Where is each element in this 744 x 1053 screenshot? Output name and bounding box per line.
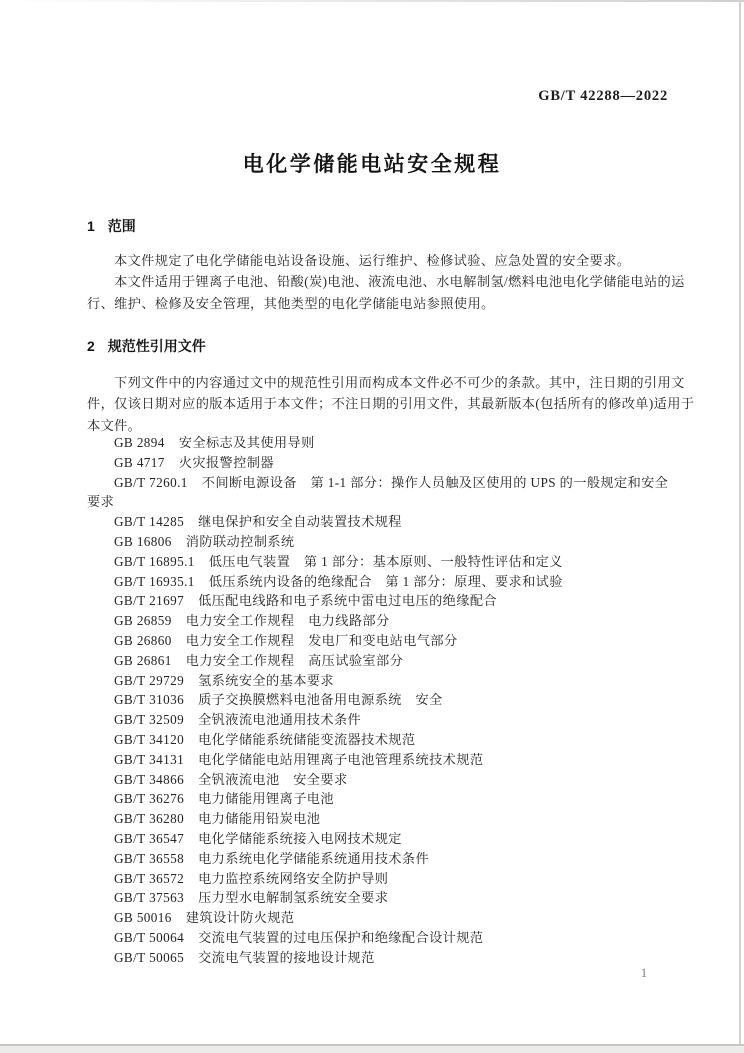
reference-item (87, 512, 677, 532)
reference-item (87, 591, 677, 611)
section-1-title: 范围 (107, 218, 136, 234)
reference-item (87, 631, 677, 651)
reference-title: 电力储能用锂离子电池 (198, 791, 334, 807)
reference-title: 不间断电源设备 第 1-1 部分：操作人员触及区使用的 UPS 的一般规定和安全 (201, 474, 669, 490)
reference-item (87, 789, 677, 809)
reference-title: 电力安全工作规程 高压试验室部分 (185, 652, 404, 668)
reference-title: 压力型水电解制氢系统安全要求 (198, 890, 389, 906)
reference-item (87, 651, 677, 671)
reference-item (87, 433, 677, 453)
reference-title: 氢系统安全的基本要求 (198, 672, 334, 688)
reference-code: GB 26860 (114, 632, 172, 648)
reference-title: 火灾报警控制器 (178, 454, 274, 470)
scan-edge-top (0, 0, 744, 2)
reference-item (87, 888, 677, 908)
reference-code: GB/T 37563 (114, 890, 185, 906)
reference-code: GB/T 50065 (114, 949, 185, 965)
reference-title: 交流电气装置的过电压保护和绝缘配合设计规范 (198, 929, 484, 945)
reference-code: GB/T 29729 (114, 672, 185, 688)
reference-item (87, 532, 677, 552)
section-2-number: 2 (87, 338, 95, 354)
reference-title: 低压电气装置 第 1 部分：基本原则、一般特性评估和定义 (208, 553, 563, 569)
references-list (87, 433, 677, 968)
reference-item (87, 849, 677, 869)
scan-edge-bottom-band (0, 1046, 744, 1053)
references-intro-line: 件，仅该日期对应的版本适用于本文件；不注日期的引用文件，其最新版本(包括所有的修改单)适用于 (87, 396, 695, 412)
reference-item (87, 473, 677, 493)
reference-code: GB 26861 (114, 652, 172, 668)
reference-code: GB/T 36280 (114, 811, 185, 827)
reference-item (87, 453, 677, 473)
reference-title: 质子交换膜燃料电池备用电源系统 安全 (198, 692, 443, 708)
reference-code: GB/T 16895.1 (114, 553, 195, 569)
reference-title: 电力储能用铅炭电池 (198, 811, 321, 827)
reference-code: GB 16806 (114, 533, 172, 549)
reference-title: 低压系统内设备的绝缘配合 第 1 部分：原理、要求和试验 (208, 573, 563, 589)
section-2-heading (87, 336, 206, 356)
reference-code: GB/T 36572 (114, 870, 185, 886)
reference-item (87, 750, 677, 770)
page-number: 1 (640, 966, 648, 980)
reference-item (87, 948, 677, 968)
reference-code: GB/T 7260.1 (114, 474, 188, 490)
reference-code: GB 26859 (114, 613, 172, 629)
scope-paragraph-line: 行、维护、检修及安全管理，其他类型的电化学储能电站参照使用。 (87, 295, 495, 311)
references-intro-line: 下列文件中的内容通过文中的规范性引用而构成本文件必不可少的条款。其中，注日期的引用文 (114, 375, 685, 390)
scope-paragraphs (87, 250, 685, 314)
reference-code: GB/T 34131 (114, 751, 185, 767)
scope-paragraph-line: 本文件适用于锂离子电池、铅酸(炭)电池、液流电池、水电解制氢/燃料电池电化学储能电站的运 (114, 274, 685, 290)
section-1-heading (87, 216, 136, 236)
reference-title: 电化学储能电站用锂离子电池管理系统技术规范 (198, 751, 484, 767)
references-intro-paragraph (87, 372, 695, 436)
standard-code: GB/T 42288—2022 (538, 88, 668, 104)
reference-title: 消防联动控制系统 (185, 533, 295, 549)
reference-title: 交流电气装置的接地设计规范 (198, 949, 375, 965)
reference-title: 要求 (87, 494, 115, 510)
reference-item (87, 809, 677, 829)
reference-title: 安全标志及其使用导则 (178, 435, 315, 450)
reference-code: GB/T 32509 (114, 712, 185, 728)
reference-item (87, 492, 677, 512)
reference-item (87, 552, 677, 572)
reference-title: 电力监控系统网络安全防护导则 (198, 870, 389, 886)
reference-code: GB/T 36547 (114, 830, 185, 846)
reference-item (87, 829, 677, 849)
reference-item (87, 671, 677, 691)
reference-code: GB/T 34866 (114, 771, 185, 787)
reference-title: 电力安全工作规程 电力线路部分 (185, 613, 390, 629)
reference-code: GB/T 31036 (114, 692, 185, 708)
reference-code: GB/T 50064 (114, 929, 185, 945)
scope-paragraph-line: 本文件规定了电化学储能电站设备设施、运行维护、检修试验、应急处置的安全要求。 (114, 253, 631, 268)
references-intro-line: 本文件。 (87, 417, 142, 433)
reference-item (87, 770, 677, 790)
reference-item (87, 611, 677, 631)
reference-item (87, 928, 677, 948)
reference-code: GB/T 36276 (114, 791, 185, 807)
reference-code: GB 50016 (114, 910, 172, 926)
reference-code: GB 2894 (114, 435, 165, 450)
reference-item (87, 908, 677, 928)
reference-item (87, 730, 677, 750)
reference-code: GB/T 34120 (114, 731, 185, 747)
reference-code: GB/T 21697 (114, 593, 185, 609)
reference-title: 全钒液流电池 安全要求 (198, 771, 348, 787)
reference-item (87, 710, 677, 730)
reference-title: 全钒液流电池通用技术条件 (198, 712, 362, 728)
document-title: 电化学储能电站安全规程 (242, 153, 502, 176)
reference-title: 电力系统电化学储能系统通用技术条件 (198, 850, 430, 866)
reference-title: 电化学储能系统接入电网技术规定 (198, 830, 402, 846)
reference-title: 建筑设计防火规范 (185, 910, 295, 926)
reference-code: GB/T 14285 (114, 514, 185, 530)
reference-title: 电化学储能系统储能变流器技术规范 (198, 731, 416, 747)
reference-item (87, 572, 677, 592)
reference-code: GB 4717 (114, 454, 165, 470)
reference-title: 电力安全工作规程 发电厂和变电站电气部分 (185, 632, 458, 648)
section-2-title: 规范性引用文件 (107, 338, 206, 354)
reference-title: 继电保护和安全自动装置技术规程 (198, 514, 402, 530)
reference-item (87, 690, 677, 710)
reference-title: 低压配电线路和电子系统中雷电过电压的绝缘配合 (198, 593, 498, 609)
reference-code: GB/T 16935.1 (114, 573, 195, 589)
reference-item (87, 869, 677, 889)
scan-edge-right (739, 0, 741, 1046)
section-1-number: 1 (87, 218, 95, 234)
reference-code: GB/T 36558 (114, 850, 185, 866)
